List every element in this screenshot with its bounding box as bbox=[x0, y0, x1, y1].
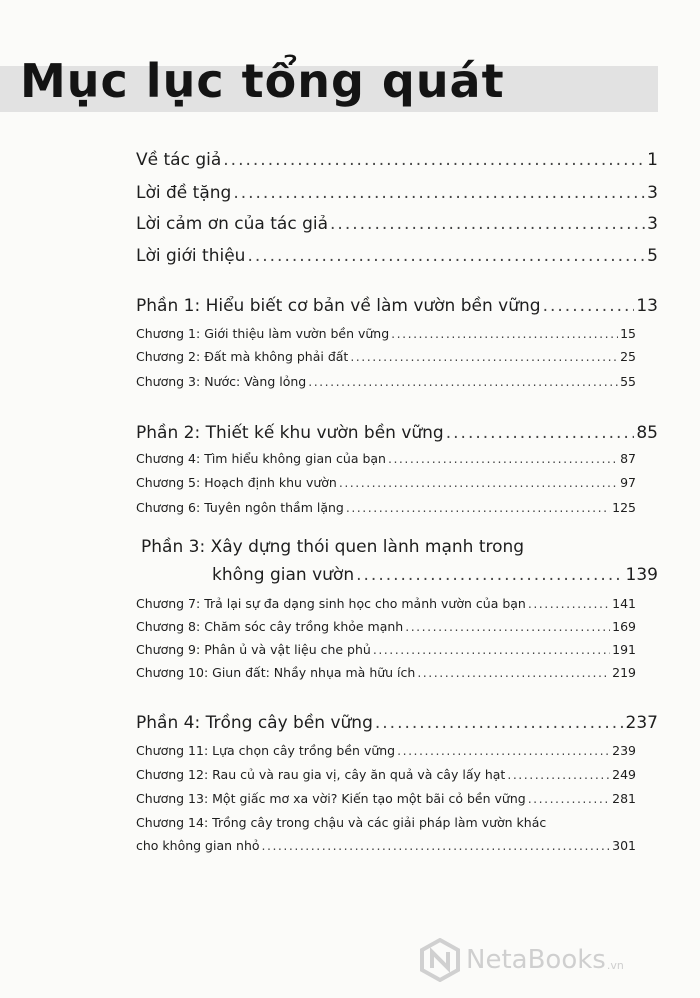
leader-dots bbox=[397, 743, 610, 758]
leader-dots bbox=[223, 150, 645, 170]
leader-dots bbox=[388, 451, 618, 466]
part-page: 13 bbox=[636, 296, 658, 316]
leader-dots bbox=[346, 500, 610, 515]
leader-dots bbox=[247, 246, 645, 266]
chapter-page: 125 bbox=[612, 500, 636, 515]
chapter-label: Chương 13: Một giấc mơ xa vời? Kiến tạo một bãi cỏ bền vững bbox=[136, 791, 526, 806]
chapter-label: Chương 4: Tìm hiểu không gian của bạn bbox=[136, 451, 386, 466]
toc-entry[interactable] bbox=[136, 183, 658, 203]
chapter-page: 25 bbox=[620, 349, 636, 364]
toc-entry[interactable] bbox=[136, 150, 658, 170]
toc-chapter[interactable] bbox=[136, 451, 636, 466]
leader-dots bbox=[233, 183, 645, 203]
watermark-suffix: .vn bbox=[606, 958, 624, 972]
chapter-page: 249 bbox=[612, 767, 636, 782]
leader-dots bbox=[262, 838, 611, 853]
toc-chapter[interactable] bbox=[136, 791, 636, 806]
leader-dots bbox=[330, 214, 645, 234]
leader-dots bbox=[528, 596, 610, 611]
toc-chapter[interactable] bbox=[136, 500, 636, 515]
toc-chapter[interactable] bbox=[136, 767, 636, 782]
toc-chapter[interactable] bbox=[136, 642, 636, 657]
chapter-page: 169 bbox=[612, 619, 636, 634]
chapter-page: 239 bbox=[612, 743, 636, 758]
leader-dots bbox=[308, 374, 618, 389]
chapter-page: 219 bbox=[612, 665, 636, 680]
leader-dots bbox=[507, 767, 610, 782]
leader-dots bbox=[391, 326, 618, 341]
toc-chapter[interactable] bbox=[136, 475, 636, 490]
toc-chapter[interactable] bbox=[136, 743, 636, 758]
toc-chapter[interactable] bbox=[136, 374, 636, 389]
chapter-page: 281 bbox=[612, 791, 636, 806]
part-page: 237 bbox=[625, 713, 658, 733]
chapter-label: cho không gian nhỏ bbox=[136, 838, 260, 853]
chapter-label: Chương 9: Phân ủ và vật liệu che phủ bbox=[136, 642, 371, 657]
leader-dots bbox=[528, 791, 610, 806]
chapter-page: 301 bbox=[612, 838, 636, 853]
page-title: Mục lục tổng quát bbox=[20, 54, 505, 108]
toc-part-1[interactable] bbox=[136, 296, 658, 316]
chapter-page: 55 bbox=[620, 374, 636, 389]
leader-dots bbox=[339, 475, 618, 490]
watermark-brand: NetaBooks bbox=[466, 945, 606, 975]
netabooks-logo-icon bbox=[420, 938, 460, 982]
leader-dots bbox=[405, 619, 610, 634]
chapter-14-label-line1: Chương 14: Trồng cây trong chậu và các giải pháp làm vườn khác bbox=[136, 815, 547, 830]
chapter-label: Chương 10: Giun đất: Nhầy nhụa mà hữu ích bbox=[136, 665, 416, 680]
chapter-label: Chương 11: Lựa chọn cây trồng bền vững bbox=[136, 743, 396, 758]
part-page: 139 bbox=[625, 565, 658, 585]
part-label: Phần 2: Thiết kế khu vườn bền vững bbox=[136, 423, 444, 443]
toc-chapter[interactable] bbox=[136, 596, 636, 611]
toc-entry-page: 5 bbox=[647, 246, 658, 266]
toc-part-4[interactable] bbox=[136, 713, 658, 733]
chapter-label: Chương 7: Trả lại sự đa dạng sinh học cho mảnh vườn của bạn bbox=[136, 596, 526, 611]
toc-chapter[interactable] bbox=[136, 838, 636, 853]
part-label: Phần 4: Trồng cây bền vững bbox=[136, 713, 373, 733]
chapter-page: 87 bbox=[620, 451, 636, 466]
chapter-page: 141 bbox=[612, 596, 636, 611]
toc-entry[interactable] bbox=[136, 246, 658, 266]
chapter-page: 191 bbox=[612, 642, 636, 657]
leader-dots bbox=[417, 665, 610, 680]
chapter-label: Chương 8: Chăm sóc cây trồng khỏe mạnh bbox=[136, 619, 404, 634]
toc-chapter[interactable] bbox=[136, 349, 636, 364]
leader-dots bbox=[375, 713, 624, 733]
chapter-page: 15 bbox=[620, 326, 636, 341]
leader-dots bbox=[373, 642, 610, 657]
toc-chapter[interactable] bbox=[136, 665, 636, 680]
part-label: không gian vườn bbox=[212, 565, 355, 585]
chapter-page: 97 bbox=[620, 475, 636, 490]
watermark bbox=[420, 938, 624, 982]
part-page: 85 bbox=[636, 423, 658, 443]
toc-entry-label: Lời cảm ơn của tác giả bbox=[136, 214, 329, 234]
chapter-label: Chương 1: Giới thiệu làm vườn bền vững bbox=[136, 326, 390, 341]
toc-entry-label: Về tác giả bbox=[136, 150, 222, 170]
toc-entry-page: 1 bbox=[647, 150, 658, 170]
toc-part-3[interactable] bbox=[212, 565, 658, 585]
leader-dots bbox=[356, 565, 623, 585]
toc-part-2[interactable] bbox=[136, 423, 658, 443]
leader-dots bbox=[446, 423, 635, 443]
toc-entry[interactable] bbox=[136, 214, 658, 234]
leader-dots bbox=[350, 349, 618, 364]
part-3-label-line1: Phần 3: Xây dựng thói quen lành mạnh trong bbox=[141, 537, 525, 557]
chapter-label: Chương 2: Đất mà không phải đất bbox=[136, 349, 349, 364]
toc-entry-page: 3 bbox=[647, 214, 658, 234]
chapter-label: Chương 5: Hoạch định khu vườn bbox=[136, 475, 337, 490]
chapter-label: Chương 6: Tuyên ngôn thầm lặng bbox=[136, 500, 344, 515]
toc-entry-label: Lời đề tặng bbox=[136, 183, 232, 203]
chapter-label: Chương 12: Rau củ và rau gia vị, cây ăn quả và cây lấy hạt bbox=[136, 767, 506, 782]
part-label: Phần 1: Hiểu biết cơ bản về làm vườn bền vững bbox=[136, 296, 541, 316]
toc-entry-label: Lời giới thiệu bbox=[136, 246, 246, 266]
toc-chapter[interactable] bbox=[136, 619, 636, 634]
toc-chapter[interactable] bbox=[136, 326, 636, 341]
toc-entry-page: 3 bbox=[647, 183, 658, 203]
chapter-label: Chương 3: Nước: Vàng lỏng bbox=[136, 374, 307, 389]
leader-dots bbox=[543, 296, 635, 316]
